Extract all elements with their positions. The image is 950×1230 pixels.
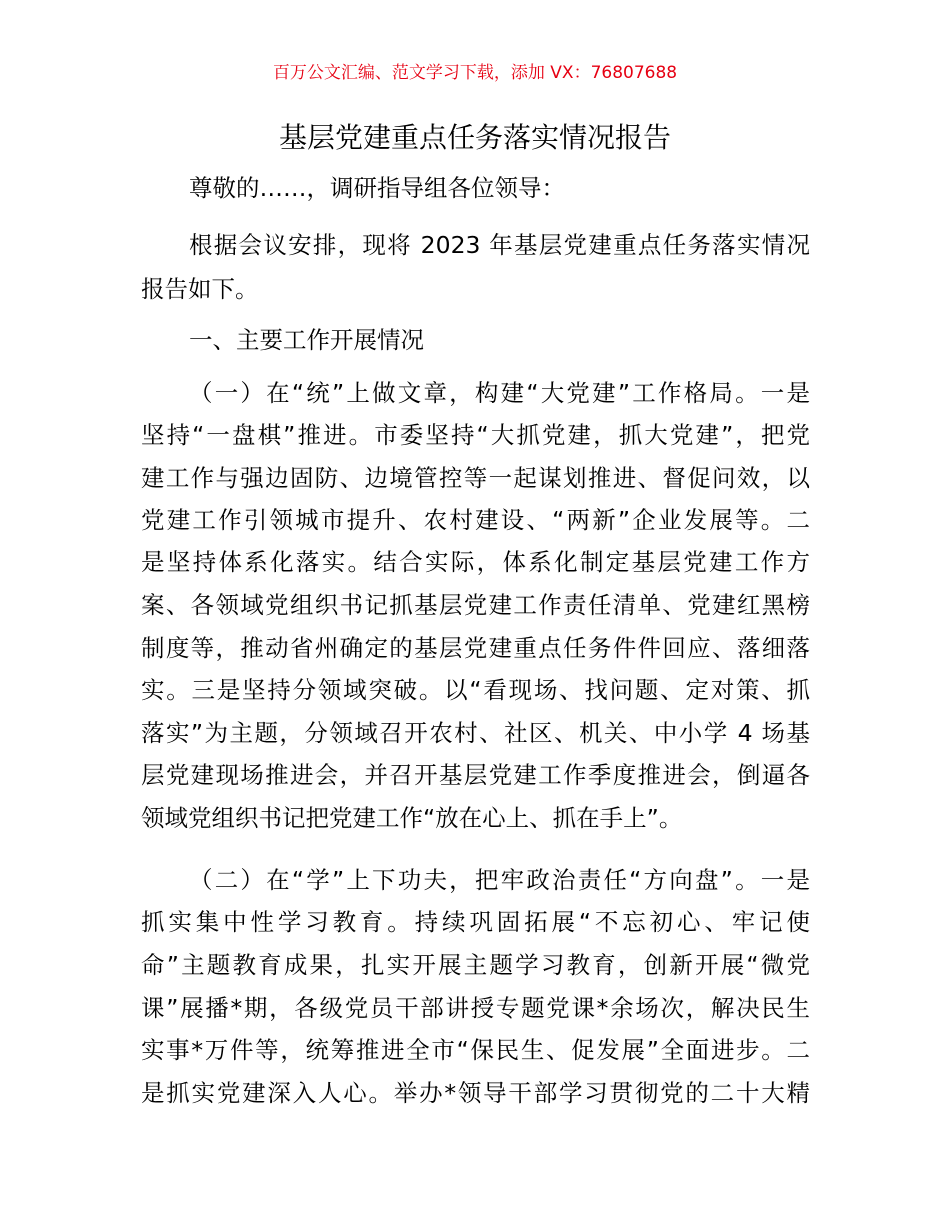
para1-line: 坚持“一盘棋”推进。市委坚持“大抓党建，抓大党建”，把党 <box>141 421 810 449</box>
para2-line: 是抓实党建深入人心。举办*领导干部学习贯彻党的二十大精 <box>141 1079 810 1107</box>
para1-line: 制度等，推动省州确定的基层党建重点任务件件回应、落细落 <box>141 634 810 662</box>
para1-line: 领域党组织书记把党建工作“放在心上、抓在手上”。 <box>141 804 683 832</box>
para2-line: 实事*万件等，统筹推进全市“保民生、促发展”全面进步。二 <box>141 1036 810 1064</box>
para1-line: 党建工作引领城市提升、农村建设、“两新”企业发展等。二 <box>141 506 810 534</box>
para1-line: 案、各领域党组织书记抓基层党建工作责任清单、党建红黑榜 <box>141 591 810 619</box>
para2-line: 命”主题教育成果，扎实开展主题学习教育，创新开展“微党 <box>141 951 810 979</box>
para2-line: 课”展播*期，各级党员干部讲授专题党课*余场次，解决民生 <box>141 994 810 1022</box>
document-title: 基层党建重点任务落实情况报告 <box>278 121 671 154</box>
section-heading: 一、主要工作开展情况 <box>189 326 424 354</box>
para1-line: 实。三是坚持分领域突破。以“看现场、找问题、定对策、抓 <box>141 676 810 704</box>
para2-line: （二）在“学”上下功夫，把牢政治责任“方向盘”。一是 <box>189 866 810 894</box>
header-banner: 百万公文汇编、范文学习下载，添加 VX：76807688 <box>272 63 678 83</box>
greeting: 尊敬的……，调研指导组各位领导： <box>189 174 565 202</box>
para1-line: 落实”为主题，分领域召开农村、社区、机关、中小学 4 场基 <box>141 719 810 747</box>
para1-line: （一）在“统”上做文章，构建“大党建”工作格局。一是 <box>189 379 810 407</box>
para1-line: 是坚持体系化落实。结合实际，体系化制定基层党建工作方 <box>141 548 810 576</box>
para1-line: 层党建现场推进会，并召开基层党建工作季度推进会，倒逼各 <box>141 761 810 789</box>
para2-line: 抓实集中性学习教育。持续巩固拓展“不忘初心、牢记使 <box>141 908 810 936</box>
intro-line: 报告如下。 <box>141 275 259 303</box>
para1-line: 建工作与强边固防、边境管控等一起谋划推进、督促问效，以 <box>141 464 810 492</box>
intro-line: 根据会议安排，现将 2023 年基层党建重点任务落实情况 <box>189 231 810 259</box>
